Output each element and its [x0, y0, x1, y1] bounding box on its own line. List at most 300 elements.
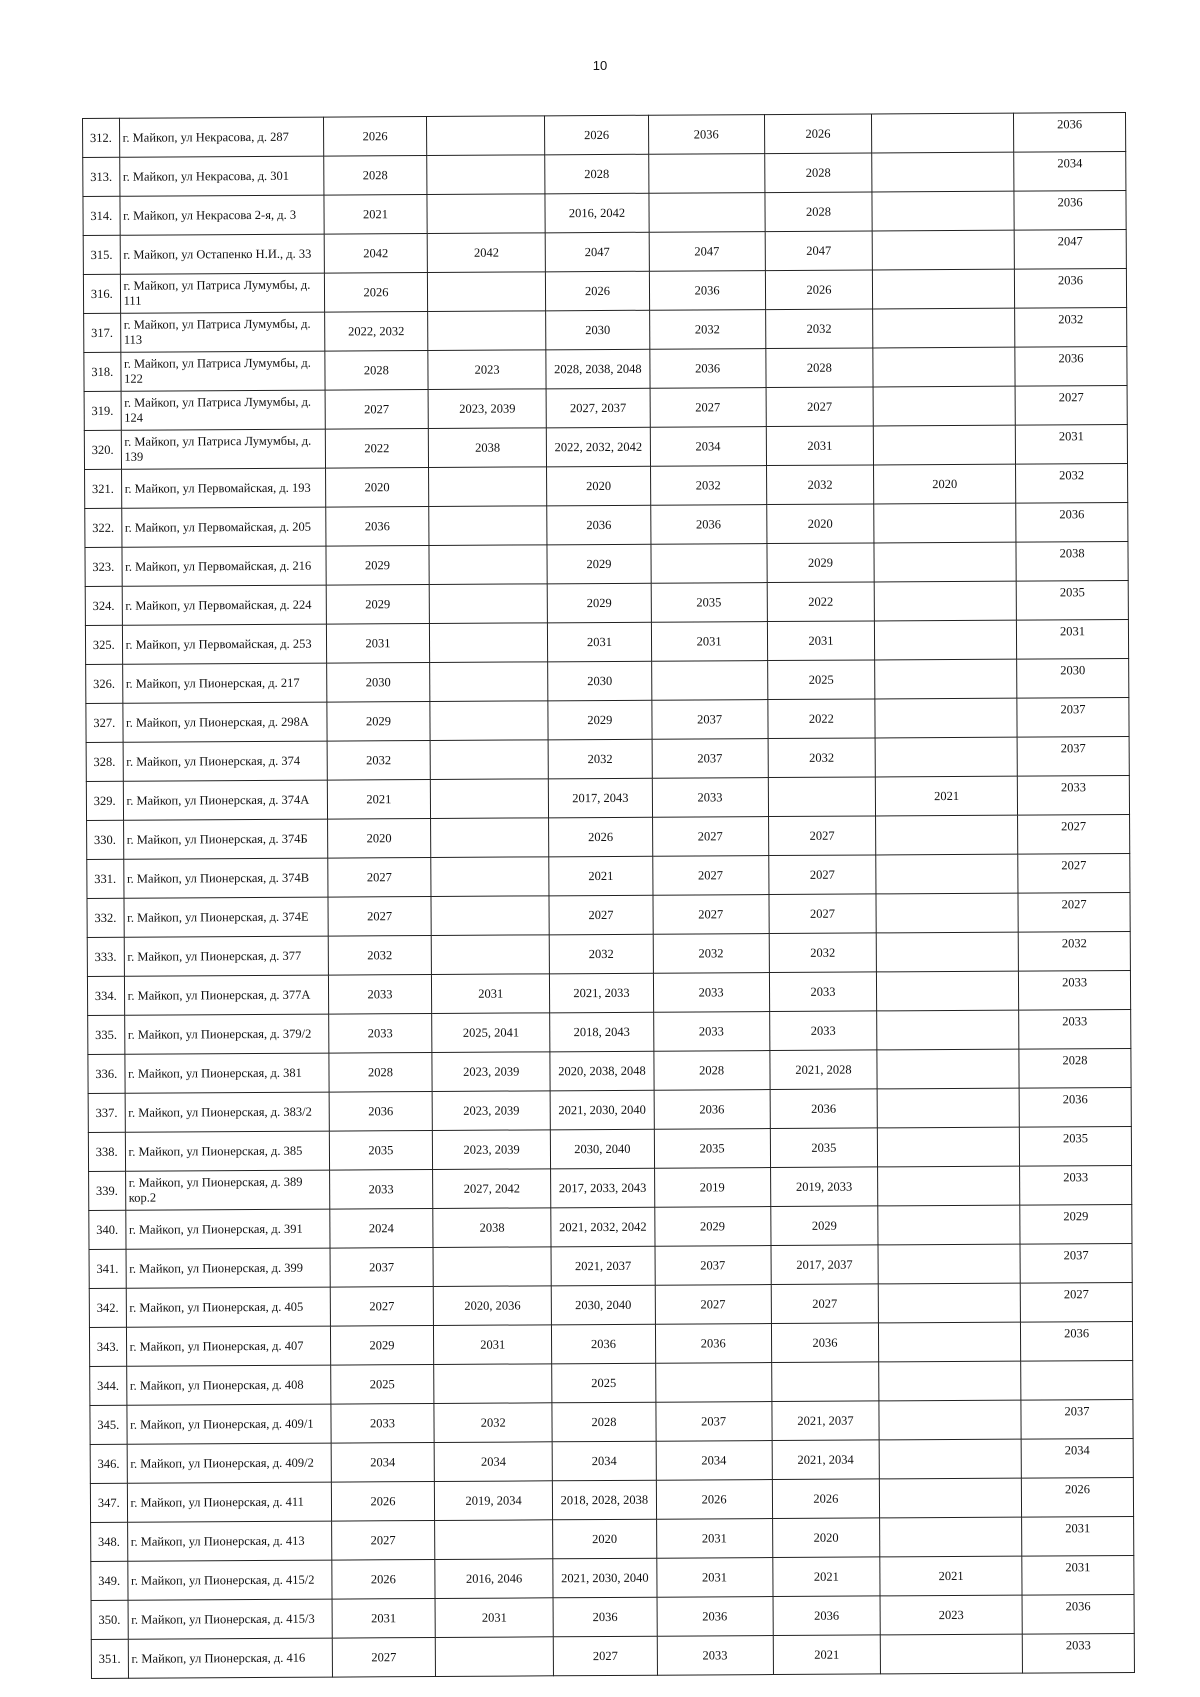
value-col-7-cell: 2032	[1016, 463, 1128, 503]
address-cell: г. Майкоп, ул Пионерская, д. 415/3	[128, 1599, 333, 1639]
value-col-5-cell: 2017, 2037	[771, 1245, 879, 1285]
value-col-3-cell: 2028	[545, 154, 648, 194]
value-col-4-cell: 2028	[653, 1051, 769, 1091]
value-col-2-cell	[431, 857, 549, 897]
value-col-7-cell: 2037	[1017, 697, 1129, 737]
table-row	[90, 1477, 1133, 1522]
address-cell: г. Майкоп, ул Первомайская, д. 216	[122, 546, 327, 586]
value-col-5-cell: 2025	[767, 660, 875, 700]
address-cell: г. Майкоп, ул Пионерская, д. 298А	[122, 702, 327, 742]
value-col-2-cell: 2031	[434, 1325, 552, 1365]
value-col-4-cell: 2033	[652, 778, 768, 818]
row-number-cell: 331.	[87, 859, 124, 898]
table-row	[83, 151, 1126, 196]
value-col-7-cell: 2029	[1020, 1204, 1132, 1244]
value-col-3-cell: 2025	[552, 1363, 655, 1403]
value-col-4-cell: 2027	[652, 856, 768, 896]
table-row	[87, 892, 1130, 937]
table-row	[84, 385, 1127, 430]
value-col-2-cell: 2027, 2042	[433, 1169, 551, 1209]
value-col-2-cell	[429, 584, 547, 624]
address-cell: г. Майкоп, ул Патриса Лумумбы, д. 122	[120, 351, 325, 391]
address-cell: г. Майкоп, ул Пионерская, д. 416	[128, 1638, 333, 1678]
value-col-1-cell: 2027	[328, 858, 431, 898]
value-col-5-cell: 2019, 2033	[770, 1167, 878, 1207]
value-col-5-cell	[771, 1362, 879, 1402]
value-col-3-cell: 2020	[553, 1519, 656, 1559]
value-col-3-cell: 2047	[545, 232, 648, 272]
table-row	[83, 229, 1126, 274]
value-col-2-cell	[431, 896, 549, 936]
value-col-3-cell: 2026	[549, 817, 652, 857]
value-col-2-cell	[434, 1364, 552, 1404]
value-col-3-cell: 2028	[552, 1402, 655, 1442]
value-col-4-cell: 2033	[657, 1636, 773, 1676]
row-number-cell: 346.	[90, 1444, 127, 1483]
value-col-6-cell	[880, 1634, 1022, 1674]
value-col-6-cell	[875, 659, 1017, 699]
value-col-4-cell: 2036	[650, 505, 766, 545]
value-col-4-cell: 2031	[656, 1519, 772, 1559]
value-col-4-cell: 2036	[648, 115, 764, 155]
value-col-6-cell	[872, 191, 1014, 231]
value-col-1-cell: 2021	[324, 195, 427, 235]
value-col-3-cell: 2028, 2038, 2048	[546, 349, 649, 389]
value-col-2-cell: 2034	[434, 1442, 552, 1482]
address-cell: г. Майкоп, ул Пионерская, д. 374В	[123, 858, 328, 898]
table-row	[88, 1048, 1131, 1093]
value-col-2-cell	[435, 1520, 553, 1560]
value-col-4-cell: 2036	[655, 1324, 771, 1364]
row-number-cell: 347.	[90, 1483, 127, 1522]
value-col-4-cell	[651, 661, 767, 701]
value-col-4-cell: 2035	[654, 1129, 770, 1169]
value-col-3-cell: 2021, 2037	[551, 1246, 654, 1286]
row-number-cell: 338.	[88, 1132, 125, 1171]
value-col-6-cell: 2020	[874, 464, 1016, 504]
address-cell: г. Майкоп, ул Патриса Лумумбы, д. 111	[120, 273, 325, 313]
row-number-cell: 323.	[85, 547, 122, 586]
value-col-1-cell: 2032	[327, 741, 430, 781]
row-number-cell: 313.	[83, 157, 120, 196]
value-col-1-cell: 2027	[325, 390, 428, 430]
value-col-2-cell: 2023, 2039	[432, 1130, 550, 1170]
value-col-7-cell: 2033	[1020, 1165, 1132, 1205]
value-col-1-cell: 2028	[324, 156, 427, 196]
value-col-7-cell: 2036	[1014, 268, 1126, 308]
value-col-4-cell: 2037	[651, 700, 767, 740]
value-col-1-cell: 2033	[331, 1403, 434, 1443]
value-col-1-cell: 2024	[330, 1208, 433, 1248]
value-col-7-cell: 2027	[1018, 853, 1130, 893]
table-row	[86, 775, 1129, 820]
table-row	[91, 1516, 1134, 1561]
value-col-6-cell	[879, 1400, 1021, 1440]
value-col-6-cell	[879, 1439, 1021, 1479]
value-col-4-cell: 2026	[656, 1480, 772, 1520]
value-col-2-cell: 2042	[427, 233, 545, 273]
table-row	[89, 1204, 1132, 1249]
value-col-1-cell: 2026	[331, 1481, 434, 1521]
value-col-1-cell: 2031	[326, 624, 429, 664]
address-cell: г. Майкоп, ул Пионерская, д. 407	[126, 1326, 331, 1366]
schedule-table	[82, 112, 1135, 1679]
value-col-4-cell: 2035	[651, 583, 767, 623]
value-col-5-cell: 2047	[765, 231, 873, 271]
value-col-1-cell: 2033	[329, 1169, 432, 1209]
value-col-5-cell: 2022	[767, 582, 875, 622]
value-col-6-cell	[874, 503, 1016, 543]
value-col-7-cell: 2030	[1017, 658, 1129, 698]
value-col-3-cell: 2021, 2030, 2040	[550, 1090, 653, 1130]
value-col-3-cell: 2032	[550, 934, 653, 974]
value-col-4-cell	[648, 154, 764, 194]
value-col-2-cell	[429, 506, 547, 546]
table-body	[83, 112, 1135, 1678]
value-col-6-cell	[876, 893, 1018, 933]
value-col-4-cell: 2031	[651, 622, 767, 662]
row-number-cell: 351.	[91, 1639, 128, 1678]
address-cell: г. Майкоп, ул Первомайская, д. 253	[122, 624, 327, 664]
value-col-5-cell: 2036	[773, 1596, 881, 1636]
value-col-6-cell: 2023	[880, 1595, 1022, 1635]
value-col-3-cell: 2017, 2043	[549, 778, 652, 818]
address-cell: г. Майкоп, ул Пионерская, д. 413	[127, 1521, 332, 1561]
address-cell: г. Майкоп, ул Пионерская, д. 217	[122, 663, 327, 703]
value-col-4-cell: 2036	[657, 1597, 773, 1637]
value-col-7-cell: 2031	[1022, 1516, 1134, 1556]
value-col-5-cell: 2020	[766, 504, 874, 544]
value-col-4-cell: 2036	[649, 271, 765, 311]
value-col-7-cell: 2036	[1014, 190, 1126, 230]
address-cell: г. Майкоп, ул Пионерская, д. 389 кор.2	[125, 1170, 330, 1210]
value-col-6-cell	[876, 854, 1018, 894]
value-col-7-cell: 2033	[1019, 970, 1131, 1010]
table-row	[90, 1360, 1133, 1405]
value-col-6-cell	[875, 737, 1017, 777]
table-row	[85, 619, 1128, 664]
value-col-1-cell: 2026	[324, 273, 427, 313]
value-col-7-cell	[1021, 1360, 1133, 1400]
value-col-7-cell: 2038	[1016, 541, 1128, 581]
table-row	[86, 736, 1129, 781]
value-col-7-cell: 2036	[1016, 502, 1128, 542]
value-col-2-cell	[431, 818, 549, 858]
value-col-4-cell: 2047	[649, 232, 765, 272]
address-cell: г. Майкоп, ул Патриса Лумумбы, д. 139	[121, 429, 326, 469]
value-col-4-cell: 2033	[653, 973, 769, 1013]
table-row	[84, 307, 1127, 352]
address-cell: г. Майкоп, ул Пионерская, д. 377	[124, 936, 329, 976]
table-row	[83, 190, 1126, 235]
value-col-5-cell: 2028	[764, 153, 872, 193]
value-col-3-cell: 2017, 2033, 2043	[551, 1168, 654, 1208]
value-col-7-cell: 2037	[1021, 1399, 1133, 1439]
value-col-6-cell	[872, 113, 1014, 153]
value-col-5-cell: 2027	[769, 894, 877, 934]
value-col-4-cell: 2032	[650, 466, 766, 506]
table-row	[86, 697, 1129, 742]
value-col-7-cell: 2032	[1018, 931, 1130, 971]
value-col-3-cell: 2030, 2040	[552, 1285, 655, 1325]
row-number-cell: 317.	[84, 313, 121, 352]
value-col-1-cell: 2037	[330, 1247, 433, 1287]
address-cell: г. Майкоп, ул Некрасова, д. 301	[119, 156, 324, 196]
value-col-2-cell: 2032	[434, 1403, 552, 1443]
value-col-1-cell: 2029	[326, 585, 429, 625]
value-col-4-cell: 2032	[649, 310, 765, 350]
row-number-cell: 350.	[91, 1600, 128, 1639]
value-col-2-cell	[427, 272, 545, 312]
value-col-5-cell: 2027	[768, 855, 876, 895]
value-col-5-cell: 2026	[772, 1479, 880, 1519]
value-col-5-cell: 2021, 2034	[772, 1440, 880, 1480]
value-col-1-cell: 2042	[324, 234, 427, 274]
value-col-2-cell	[427, 155, 545, 195]
value-col-5-cell: 2026	[764, 114, 872, 154]
value-col-5-cell: 2020	[772, 1518, 880, 1558]
value-col-7-cell: 2037	[1017, 736, 1129, 776]
value-col-3-cell: 2029	[548, 700, 651, 740]
value-col-3-cell: 2021, 2032, 2042	[551, 1207, 654, 1247]
value-col-2-cell	[429, 467, 547, 507]
value-col-6-cell	[878, 1244, 1020, 1284]
row-number-cell: 314.	[83, 196, 120, 235]
value-col-3-cell: 2016, 2042	[545, 193, 648, 233]
value-col-3-cell: 2030	[548, 661, 651, 701]
table-row	[83, 268, 1126, 313]
value-col-7-cell: 2028	[1019, 1048, 1131, 1088]
address-cell: г. Майкоп, ул Первомайская, д. 193	[121, 468, 326, 508]
address-cell: г. Майкоп, ул Пионерская, д. 383/2	[125, 1092, 330, 1132]
row-number-cell: 325.	[85, 625, 122, 664]
table-row	[87, 970, 1130, 1015]
value-col-6-cell	[879, 1361, 1021, 1401]
table-row	[88, 1009, 1131, 1054]
value-col-3-cell: 2018, 2028, 2038	[553, 1480, 656, 1520]
value-col-3-cell: 2036	[553, 1597, 656, 1637]
value-col-4-cell: 2036	[654, 1090, 770, 1130]
value-col-6-cell	[873, 386, 1015, 426]
value-col-2-cell	[433, 1247, 551, 1287]
value-col-7-cell: 2027	[1018, 814, 1130, 854]
table-row	[89, 1243, 1132, 1288]
address-cell: г. Майкоп, ул Некрасова, д. 287	[119, 117, 324, 157]
row-number-cell: 337.	[88, 1093, 125, 1132]
value-col-1-cell: 2027	[332, 1637, 435, 1677]
value-col-3-cell: 2036	[547, 505, 650, 545]
table-row	[91, 1555, 1134, 1600]
value-col-1-cell: 2027	[328, 897, 431, 937]
table-row	[89, 1321, 1132, 1366]
value-col-6-cell	[876, 815, 1018, 855]
address-cell: г. Майкоп, ул Пионерская, д. 409/2	[127, 1443, 332, 1483]
value-col-7-cell: 2036	[1022, 1594, 1134, 1634]
value-col-4-cell: 2027	[650, 388, 766, 428]
row-number-cell: 342.	[89, 1288, 126, 1327]
value-col-3-cell: 2030, 2040	[551, 1129, 654, 1169]
value-col-5-cell: 2022	[768, 699, 876, 739]
value-col-7-cell: 2035	[1016, 580, 1128, 620]
value-col-1-cell: 2036	[329, 1091, 432, 1131]
value-col-3-cell: 2022, 2032, 2042	[547, 427, 650, 467]
value-col-4-cell: 2032	[653, 934, 769, 974]
table-row	[89, 1282, 1132, 1327]
table-row	[88, 1126, 1131, 1171]
value-col-4-cell: 2036	[649, 349, 765, 389]
value-col-6-cell: 2021	[880, 1556, 1022, 1596]
value-col-4-cell	[648, 193, 764, 233]
value-col-2-cell: 2031	[435, 1598, 553, 1638]
value-col-7-cell: 2033	[1022, 1633, 1134, 1673]
row-number-cell: 324.	[85, 586, 122, 625]
value-col-2-cell	[430, 662, 548, 702]
table-row	[91, 1594, 1134, 1639]
address-cell: г. Майкоп, ул Первомайская, д. 224	[122, 585, 327, 625]
value-col-7-cell: 2033	[1017, 775, 1129, 815]
table-row	[87, 814, 1130, 859]
address-cell: г. Майкоп, ул Первомайская, д. 205	[121, 507, 326, 547]
table-row	[87, 931, 1130, 976]
value-col-5-cell: 2027	[768, 816, 876, 856]
value-col-5-cell: 2031	[766, 426, 874, 466]
row-number-cell: 312.	[83, 118, 120, 157]
value-col-3-cell: 2027	[554, 1636, 657, 1676]
value-col-5-cell: 2021, 2037	[772, 1401, 880, 1441]
value-col-6-cell	[874, 542, 1016, 582]
value-col-2-cell: 2019, 2034	[434, 1481, 552, 1521]
value-col-1-cell: 2020	[325, 468, 428, 508]
value-col-3-cell: 2020	[547, 466, 650, 506]
value-col-5-cell: 2027	[766, 387, 874, 427]
value-col-4-cell: 2037	[655, 1246, 771, 1286]
value-col-5-cell: 2033	[769, 972, 877, 1012]
row-number-cell: 343.	[89, 1327, 126, 1366]
value-col-1-cell: 2025	[331, 1364, 434, 1404]
value-col-1-cell: 2030	[326, 663, 429, 703]
address-cell: г. Майкоп, ул Патриса Лумумбы, д. 113	[120, 312, 325, 352]
value-col-3-cell: 2034	[552, 1441, 655, 1481]
value-col-1-cell: 2028	[329, 1053, 432, 1093]
value-col-4-cell: 2027	[653, 895, 769, 935]
row-number-cell: 322.	[85, 508, 122, 547]
value-col-5-cell: 2032	[769, 933, 877, 973]
value-col-4-cell	[655, 1363, 771, 1403]
value-col-2-cell: 2025, 2041	[432, 1013, 550, 1053]
value-col-7-cell: 2027	[1015, 385, 1127, 425]
value-col-4-cell: 2037	[652, 739, 768, 779]
row-number-cell: 339.	[89, 1171, 126, 1210]
address-cell: г. Майкоп, ул Пионерская, д. 374Е	[124, 897, 329, 937]
value-col-1-cell: 2033	[328, 975, 431, 1015]
value-col-4-cell: 2027	[652, 817, 768, 857]
value-col-1-cell: 2028	[325, 351, 428, 391]
value-col-6-cell	[872, 230, 1014, 270]
value-col-2-cell	[428, 311, 546, 351]
value-col-6-cell	[876, 932, 1018, 972]
value-col-7-cell: 2027	[1018, 892, 1130, 932]
value-col-5-cell: 2028	[766, 348, 874, 388]
value-col-3-cell: 2020, 2038, 2048	[550, 1051, 653, 1091]
value-col-7-cell: 2032	[1015, 307, 1127, 347]
table-row	[89, 1165, 1132, 1210]
value-col-3-cell: 2027	[549, 895, 652, 935]
value-col-3-cell: 2021	[549, 856, 652, 896]
value-col-4-cell: 2019	[654, 1168, 770, 1208]
value-col-4-cell: 2037	[655, 1402, 771, 1442]
value-col-2-cell	[430, 779, 548, 819]
table-row	[88, 1087, 1131, 1132]
row-number-cell: 328.	[86, 742, 123, 781]
value-col-6-cell	[877, 1010, 1019, 1050]
value-col-5-cell: 2029	[767, 543, 875, 583]
value-col-7-cell: 2034	[1014, 151, 1126, 191]
value-col-3-cell: 2029	[548, 583, 651, 623]
value-col-1-cell: 2026	[332, 1559, 435, 1599]
value-col-3-cell: 2021, 2030, 2040	[553, 1558, 656, 1598]
value-col-4-cell: 2034	[650, 427, 766, 467]
value-col-1-cell: 2027	[330, 1286, 433, 1326]
value-col-5-cell: 2032	[765, 309, 873, 349]
value-col-7-cell: 2033	[1019, 1009, 1131, 1049]
value-col-6-cell	[878, 1205, 1020, 1245]
value-col-5-cell: 2028	[765, 192, 873, 232]
value-col-7-cell: 2027	[1020, 1282, 1132, 1322]
value-col-1-cell: 2022	[325, 429, 428, 469]
value-col-1-cell: 2020	[327, 819, 430, 859]
value-col-6-cell	[874, 581, 1016, 621]
value-col-5-cell: 2035	[770, 1128, 878, 1168]
row-number-cell: 348.	[91, 1522, 128, 1561]
row-number-cell: 330.	[87, 820, 124, 859]
address-cell: г. Майкоп, ул Некрасова 2-я, д. 3	[119, 195, 324, 235]
value-col-6-cell	[877, 971, 1019, 1011]
address-cell: г. Майкоп, ул Пионерская, д. 408	[126, 1365, 331, 1405]
value-col-7-cell: 2036	[1019, 1087, 1131, 1127]
value-col-7-cell: 2036	[1021, 1321, 1133, 1361]
value-col-1-cell: 2029	[330, 1325, 433, 1365]
address-cell: г. Майкоп, ул Патриса Лумумбы, д. 124	[121, 390, 326, 430]
value-col-7-cell: 2031	[1015, 424, 1127, 464]
table-row	[85, 463, 1128, 508]
value-col-1-cell: 2034	[331, 1442, 434, 1482]
value-col-5-cell: 2033	[769, 1011, 877, 1051]
address-cell: г. Майкоп, ул Пионерская, д. 411	[127, 1482, 332, 1522]
row-number-cell: 315.	[83, 235, 120, 274]
value-col-1-cell: 2031	[332, 1598, 435, 1638]
value-col-2-cell	[429, 623, 547, 663]
row-number-cell: 327.	[86, 703, 123, 742]
value-col-2-cell: 2031	[432, 974, 550, 1014]
row-number-cell: 326.	[86, 664, 123, 703]
value-col-2-cell: 2016, 2046	[435, 1559, 553, 1599]
value-col-5-cell: 2021, 2028	[770, 1050, 878, 1090]
value-col-5-cell: 2021	[773, 1635, 881, 1675]
table-row	[85, 502, 1128, 547]
value-col-2-cell	[429, 545, 547, 585]
value-col-7-cell: 2047	[1014, 229, 1126, 269]
value-col-1-cell: 2036	[326, 507, 429, 547]
value-col-3-cell: 2026	[545, 115, 648, 155]
value-col-1-cell: 2035	[329, 1130, 432, 1170]
row-number-cell: 321.	[85, 469, 122, 508]
row-number-cell: 334.	[87, 976, 124, 1015]
value-col-6-cell	[878, 1283, 1020, 1323]
row-number-cell: 320.	[84, 430, 121, 469]
value-col-6-cell	[873, 269, 1015, 309]
value-col-6-cell	[880, 1517, 1022, 1557]
value-col-4-cell: 2029	[654, 1207, 770, 1247]
